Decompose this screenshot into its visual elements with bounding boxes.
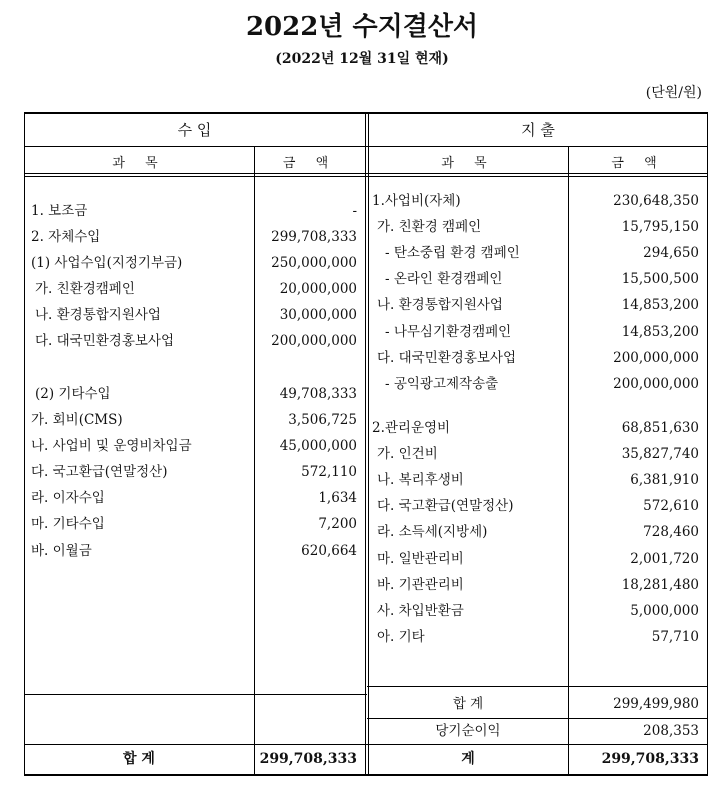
income-label: (2) 기타수입	[35, 386, 111, 402]
income-amount: 49,708,333	[279, 386, 357, 402]
expense-amount: 6,381,910	[630, 472, 699, 488]
expense-label: - 공익광고제작송출	[385, 376, 499, 392]
income-amount: 1,634	[318, 490, 357, 506]
net-income-amount: 208,353	[643, 723, 699, 739]
expense-amount: 57,710	[651, 629, 699, 645]
expense-header: 지 출	[521, 121, 555, 139]
expense-label: 바. 기관관리비	[377, 577, 464, 593]
income-label: 2. 자체수입	[31, 229, 101, 245]
income-total-amount: 299,708,333	[259, 751, 357, 767]
expense-label: 가. 친환경 캠페인	[377, 219, 482, 235]
subheader-divider-2	[24, 176, 708, 177]
right-border	[707, 112, 708, 776]
income-item-header: 과 목	[112, 156, 166, 171]
expense-label: 라. 소득세(지방세)	[377, 524, 488, 540]
expense-amount: 230,648,350	[613, 193, 699, 209]
expense-amount: 68,851,630	[621, 420, 699, 436]
expense-amount: 728,460	[643, 524, 699, 540]
expense-label: 마. 일반관리비	[377, 551, 464, 567]
income-label: 1. 보조금	[31, 203, 88, 219]
income-amount: 200,000,000	[271, 333, 357, 349]
income-amount: 30,000,000	[279, 307, 357, 323]
income-amount: 45,000,000	[279, 438, 357, 454]
subheader-divider-1	[24, 173, 708, 174]
income-total-label: 합 계	[123, 751, 155, 767]
expense-amount-header: 금 액	[611, 156, 665, 171]
income-amount: 299,708,333	[271, 229, 357, 245]
expense-label: 다. 대국민환경홍보사업	[377, 350, 516, 366]
expense-amount: 18,281,480	[621, 577, 699, 593]
income-amount: 7,200	[318, 516, 357, 532]
income-label: 라. 이자수입	[31, 490, 105, 506]
expense-total-amount: 299,708,333	[601, 751, 699, 767]
expense-subtotal-amount: 299,499,980	[613, 696, 699, 712]
income-label: 가. 회비(CMS)	[31, 412, 123, 428]
expense-label: 나. 복리후생비	[377, 472, 464, 488]
expense-amount: 15,500,500	[621, 271, 699, 287]
expense-amount: 200,000,000	[613, 376, 699, 392]
income-amount: 3,506,725	[288, 412, 357, 428]
expense-label: 아. 기타	[377, 629, 425, 645]
income-label: (1) 사업수입(지정기부금)	[31, 255, 183, 271]
expense-label: 나. 환경통합지원사업	[377, 297, 503, 313]
table-top-border	[24, 112, 708, 114]
income-label: 가. 친환경캠페인	[35, 281, 135, 297]
settlement-table	[24, 112, 708, 776]
center-divider-1	[365, 112, 366, 776]
header-divider	[24, 146, 708, 147]
expense-label: - 탄소중립 환경 캠페인	[385, 245, 520, 261]
page-subtitle: (2022년 12월 31일 현재)	[275, 51, 449, 67]
expense-amount: 200,000,000	[613, 350, 699, 366]
income-header: 수 입	[177, 121, 212, 139]
expense-subtotal-label: 합 계	[452, 696, 484, 712]
expense-label: 가. 인건비	[377, 446, 438, 462]
expense-amount: 2,001,720	[630, 551, 699, 567]
income-label: 나. 사업비 및 운영비차입금	[31, 438, 192, 454]
table-bottom-border	[24, 774, 708, 776]
expense-label: - 온라인 환경캠페인	[385, 271, 503, 287]
income-label: 다. 국고환급(연말정산)	[31, 464, 168, 480]
expense-amount: 15,795,150	[621, 219, 699, 235]
expense-label: 1.사업비(자체)	[372, 193, 461, 209]
expense-total-label: 계	[461, 751, 475, 767]
total-divider	[24, 744, 708, 745]
expense-amount: 14,853,200	[621, 297, 699, 313]
left-border	[24, 112, 25, 776]
expense-amount: 35,827,740	[621, 446, 699, 462]
income-label: 나. 환경통합지원사업	[35, 307, 161, 323]
income-label: 바. 이월금	[31, 543, 92, 559]
income-amount: 20,000,000	[279, 281, 357, 297]
income-body-bottom	[24, 694, 367, 695]
income-amount-header: 금 액	[282, 156, 337, 171]
unit-label: (단원/원)	[645, 85, 702, 101]
expense-amount: 572,610	[643, 498, 699, 514]
page-title: 2022년 수지결산서	[245, 12, 479, 42]
income-amount: 620,664	[301, 543, 357, 559]
subtotal-divider	[367, 718, 708, 719]
income-label: 다. 대국민환경홍보사업	[35, 333, 174, 349]
income-label: 마. 기타수입	[31, 516, 105, 532]
center-divider-2	[368, 112, 369, 776]
expense-amount: 5,000,000	[630, 603, 699, 619]
expense-item-header: 과 목	[441, 156, 495, 171]
expense-label: 사. 차입반환금	[377, 603, 464, 619]
income-amount: -	[352, 203, 357, 219]
expense-body-bottom	[367, 686, 708, 687]
expense-label: - 나무심기환경캠페인	[385, 324, 512, 340]
expense-amount: 294,650	[643, 245, 699, 261]
expense-label: 2.관리운영비	[372, 420, 451, 436]
net-income-label: 당기순이익	[435, 723, 501, 739]
expense-amount: 14,853,200	[621, 324, 699, 340]
income-amount: 572,110	[301, 464, 357, 480]
income-amount: 250,000,000	[271, 255, 357, 271]
expense-label: 다. 국고환급(연말정산)	[377, 498, 514, 514]
